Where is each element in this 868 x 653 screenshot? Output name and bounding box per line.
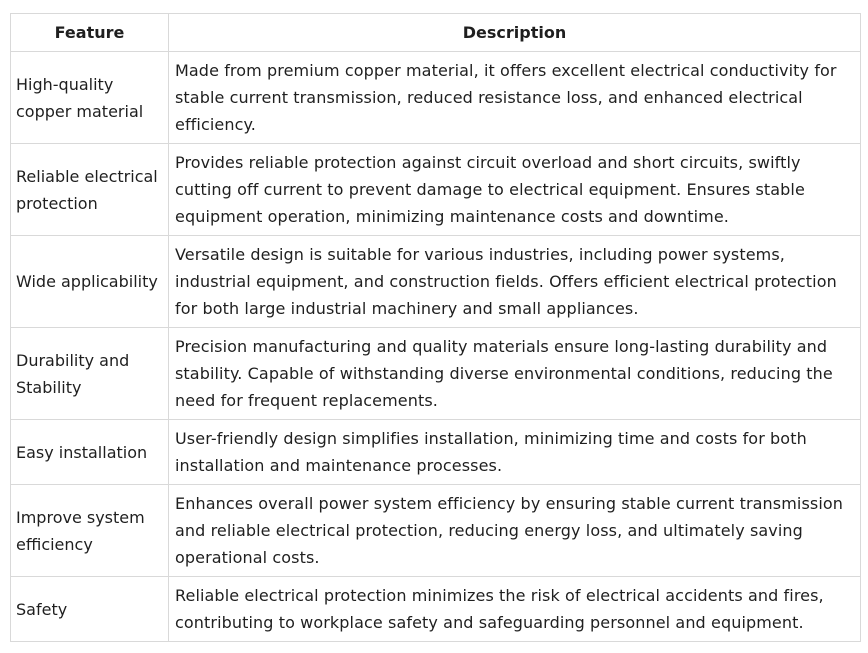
feature-cell: Reliable electrical protection [11,144,169,236]
table-row [11,485,861,577]
feature-cell: Wide applicability [11,236,169,328]
table-header-row [11,14,861,52]
description-cell: Made from premium copper material, it offers excellent electrical conductivity for stable current transmission, reduced resistance loss, and enhanced electrical efficiency. [169,52,861,144]
feature-table-container [10,13,860,642]
table-row [11,328,861,420]
table-row [11,577,861,642]
description-cell: User-friendly design simplifies installation, minimizing time and costs for both installation and maintenance processes. [169,420,861,485]
feature-cell: Easy installation [11,420,169,485]
feature-cell: Improve system efficiency [11,485,169,577]
feature-cell: Safety [11,577,169,642]
description-cell: Versatile design is suitable for various industries, including power systems, industrial equipment, and construction fields. Offers efficient electrical protection for both large industrial machinery and small appliances. [169,236,861,328]
feature-column-header: Feature [11,14,169,52]
table-row [11,52,861,144]
feature-table [10,13,861,642]
table-row [11,236,861,328]
description-column-header: Description [169,14,861,52]
feature-cell: Durability and Stability [11,328,169,420]
table-row [11,420,861,485]
description-cell: Precision manufacturing and quality materials ensure long-lasting durability and stability. Capable of withstanding diverse environmental conditions, reducing the need for frequent replacements. [169,328,861,420]
feature-cell: High-quality copper material [11,52,169,144]
description-cell: Provides reliable protection against circuit overload and short circuits, swiftly cutting off current to prevent damage to electrical equipment. Ensures stable equipment operation, minimizing maintenance costs and downtime. [169,144,861,236]
table-row [11,144,861,236]
description-cell: Reliable electrical protection minimizes the risk of electrical accidents and fires, contributing to workplace safety and safeguarding personnel and equipment. [169,577,861,642]
description-cell: Enhances overall power system efficiency by ensuring stable current transmission and reliable electrical protection, reducing energy loss, and ultimately saving operational costs. [169,485,861,577]
